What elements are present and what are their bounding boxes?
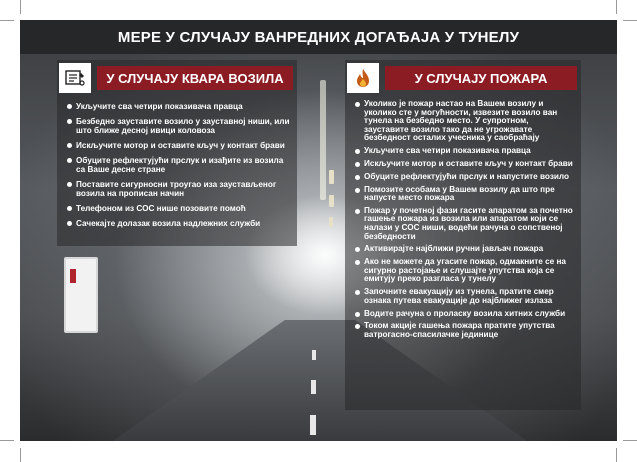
list-item: Започните евакуацију из тунела, пратите смер ознака путева евакуације до најближег излаза xyxy=(355,288,575,305)
list-item: Поставите сигурносни троугао иза заустављеног возила на прописан начин xyxy=(67,180,291,198)
crop-mark xyxy=(616,0,617,14)
sos-phone-box xyxy=(64,257,98,333)
list-item: Активирајте најближи ручни јављач пожара xyxy=(355,245,575,254)
list-item: Обуците рефлектујући прслук и изађите из возила са Ваше десне стране xyxy=(67,156,291,174)
tunnel-lamp xyxy=(329,217,333,227)
crop-mark xyxy=(20,448,21,462)
list-item: Укључите сва четири показивача правца xyxy=(355,147,575,156)
list-item: Обуците рефлектујући прслук и напустите возило xyxy=(355,173,575,182)
ceiling-light xyxy=(320,80,326,200)
breakdown-instructions xyxy=(57,102,297,228)
list-item: Ако не можете да угасите пожар, одмакните се на сигурно растојање и слушајте упутства која се емитују преко разгласа у тунелу xyxy=(355,258,575,284)
list-item: Током акције гашења пожара пратите упутства ватрогасно-спасилачке јединице xyxy=(355,322,575,339)
breakdown-panel-header xyxy=(57,60,297,96)
crop-mark xyxy=(0,20,14,21)
fire-icon xyxy=(347,63,379,93)
crop-mark xyxy=(20,0,21,14)
list-item: Безбедно зауставите возило у заустaвној ниши, или што ближе десној ивици коловоза xyxy=(67,117,291,135)
lane-marking xyxy=(311,380,316,394)
tunnel-lamp xyxy=(329,195,334,207)
list-item: Искључите мотор и оставите кључ у контакт брави xyxy=(355,160,575,169)
list-item: Сачекајте долазак возила надлежних служби xyxy=(67,219,291,228)
crop-mark xyxy=(623,20,637,21)
breakdown-panel xyxy=(57,60,297,246)
list-item: Укључите сва четири показивача правца xyxy=(67,102,291,111)
sos-phone-light xyxy=(70,269,76,283)
tunnel-safety-poster xyxy=(20,20,617,441)
vehicle-breakdown-icon xyxy=(59,63,91,93)
fire-heading: У СЛУЧАЈУ ПОЖАРА xyxy=(385,66,577,90)
list-item: Искључите мотор и оставите кључ у контакт брави xyxy=(67,141,291,150)
lane-marking xyxy=(312,350,316,360)
list-item: Уколико је пожар настао на Вашем возилу и уколико сте у могућности, извезите возило ван тунела на безбедно место. У супротном, зауставите возило тако да не угрожавате безбедност осталих учесника у саобраћају xyxy=(355,100,575,143)
fire-panel-header xyxy=(345,60,581,96)
crop-mark xyxy=(623,440,637,441)
list-item: Помозите особама у Вашем возилу да што пре напусте место пожара xyxy=(355,186,575,203)
list-item: Пожар у почетној фази гасите апаратом за почетно гашење пожара из возила или апаратом који се налази у СОС ниши, водећи рачуна о сопственој безбедности xyxy=(355,207,575,241)
fire-panel xyxy=(345,60,581,410)
list-item: Телефоном из СОС нише позовите помоћ xyxy=(67,204,291,213)
list-item: Водите рачуна о проласку возила хитних служби xyxy=(355,310,575,319)
lane-marking xyxy=(310,415,316,435)
tunnel-lamp xyxy=(329,170,334,184)
crop-mark xyxy=(616,448,617,462)
breakdown-heading: У СЛУЧАЈУ КВАРА ВОЗИЛА xyxy=(97,66,293,90)
page-title: МЕРЕ У СЛУЧАЈУ ВАНРЕДНИХ ДОГАЂАЈА У ТУНЕЛУ xyxy=(20,20,617,54)
crop-mark xyxy=(0,440,14,441)
fire-instructions xyxy=(345,100,581,340)
